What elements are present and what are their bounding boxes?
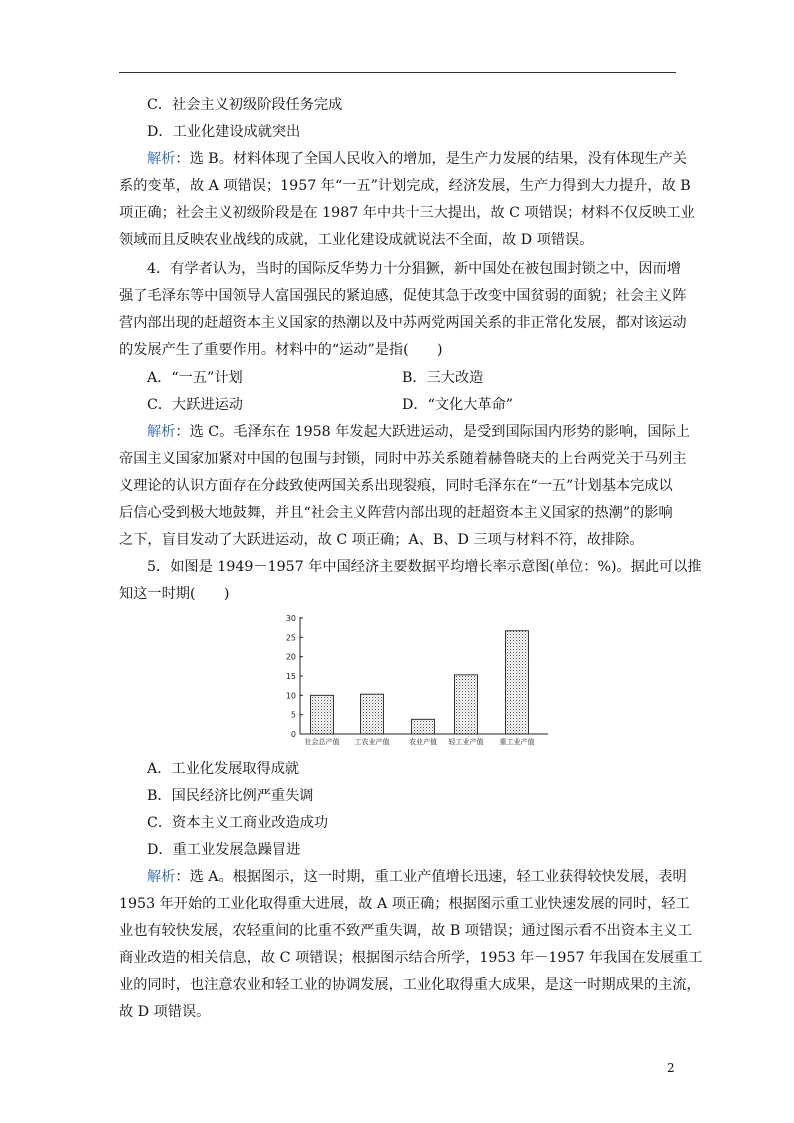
q4-stem-line-2: 强了毛泽东等中国领导人富国强民的紧迫感，促使其急于改变中国贫弱的面貌；社会主义阵: [119, 288, 687, 304]
y-tick-label: 10: [285, 691, 296, 701]
q4-analysis-line-2: 帝国主义国家加紧对中国的包围与封锁，同时中苏关系随着赫鲁晓夫的上台两党关于马列主: [119, 451, 687, 467]
analysis-label: 解析: [147, 424, 176, 440]
q5-analysis-line-5: 业的同时，也注意农业和轻工业的协调发展，工业化取得重大成果，是这一时期成果的主流，: [119, 977, 701, 993]
x-category-label: 轻工业产值: [448, 738, 484, 746]
x-category-label: 重工业产值: [499, 738, 535, 746]
bar: [311, 695, 334, 734]
q3-analysis-line-4: 领域而且反映农业战线的成就，工业化建设成就说法不全面，故 D 项错误。: [119, 232, 594, 248]
q5-option-c: C．资本主义工商业改造成功: [147, 815, 329, 831]
q5-analysis-line-4: 商业改造的相关信息，故 C 项错误；根据图示结合所学，1953 年－1957 年我国在发展重工: [119, 950, 703, 966]
y-tick-label: 0: [290, 730, 296, 739]
q4-stem-line-4: 的发展产生了重要作用。材料中的“运动”是指( ): [119, 342, 443, 358]
q4-analysis-line-3: 义理论的认识方面存在分歧致使两国关系出现裂痕，同时毛泽东在“一五”计划基本完成以: [119, 478, 673, 494]
y-tick-label: 25: [285, 633, 296, 643]
q5-option-a: A．工业化发展取得成就: [147, 761, 300, 777]
q4-stem-line-3: 营内部出现的赶超资本主义国家的热潮以及中苏两党两国关系的非正常化发展，都对该运动: [119, 315, 687, 331]
growth-rate-bar-chart: [276, 613, 552, 753]
x-category-label: 工农业产值: [354, 738, 390, 746]
q4-option-c: C．大跃进运动: [147, 397, 243, 413]
q5-option-d: D．重工业发展急躁冒进: [147, 842, 301, 858]
analysis-label: 解析: [147, 869, 176, 885]
q3-analysis-line-1: 解析：选 B。材料体现了全国人民收入的增加，是生产力发展的结果，没有体现生产关: [147, 151, 687, 167]
q4-option-b: B．三大改造: [402, 370, 484, 386]
bar: [361, 694, 384, 734]
q5-analysis-line-6: 故 D 项错误。: [119, 1004, 211, 1020]
q4-stem-line-1: 4．有学者认为，当时的国际反华势力十分猖獗，新中国处在被包围封锁之中，因而增: [147, 261, 681, 277]
y-tick-label: 15: [285, 672, 296, 681]
q4-analysis-line-1: 解析：选 C。毛泽东在 1958 年发起大跃进运动，是受到国际国内形势的影响，国际上: [147, 424, 690, 440]
q4-analysis-line-4: 后信心受到极大地鼓舞，并且“社会主义阵营内部出现的赶超资本主义国家的热潮”的影响: [119, 505, 673, 521]
q3-analysis-line-2: 系的变革，故 A 项错误；1957 年“一五”计划完成，经济发展，生产力得到大力提升，故 B: [119, 178, 691, 194]
q4-option-d: D．“文化大革命”: [402, 397, 514, 413]
header-rule: [119, 72, 676, 73]
q3-option-d: D．工业化建设成就突出: [147, 124, 301, 140]
q4-option-a: A．“一五”计划: [147, 370, 243, 386]
page-number: 2: [667, 1061, 675, 1075]
q5-option-b: B．国民经济比例严重失调: [147, 788, 314, 804]
q5-stem-line-1: 5．如图是 1949－1957 年中国经济主要数据平均增长率示意图(单位：%)。据此可以推: [147, 559, 702, 575]
q5-stem-line-2: 知这一时期( ): [119, 586, 230, 602]
y-tick-label: 5: [290, 710, 296, 720]
q3-analysis-line-3: 项正确；社会主义初级阶段是在 1987 年中共十三大提出，故 C 项错误；材料不仅反映工业: [119, 205, 695, 221]
q5-analysis-line-3: 业也有较快发展，农轻重间的比重不致严重失调，故 B 项错误；通过图示看不出资本主义工: [119, 923, 692, 939]
bar: [506, 631, 529, 734]
bar: [412, 719, 435, 734]
q5-analysis-line-2: 1953 年开始的工业化取得重大进展，故 A 项正确；根据图示重工业快速发展的同时，轻工: [119, 896, 690, 912]
x-category-label: 社会总产值: [304, 738, 340, 746]
y-tick-label: 30: [285, 614, 296, 623]
q3-option-c: C．社会主义初级阶段任务完成: [147, 97, 343, 113]
x-category-label: 农业产值: [409, 738, 437, 746]
q4-analysis-line-5: 之下，盲目发动了大跃进运动，故 C 项正确；A、B、D 三项与材料不符，故排除。: [119, 532, 644, 548]
y-tick-label: 20: [285, 652, 296, 662]
q5-analysis-line-1: 解析：选 A。根据图示，这一时期，重工业产值增长迅速，轻工业获得较快发展，表明: [147, 869, 687, 885]
analysis-label: 解析: [147, 151, 176, 167]
bar: [455, 675, 478, 734]
